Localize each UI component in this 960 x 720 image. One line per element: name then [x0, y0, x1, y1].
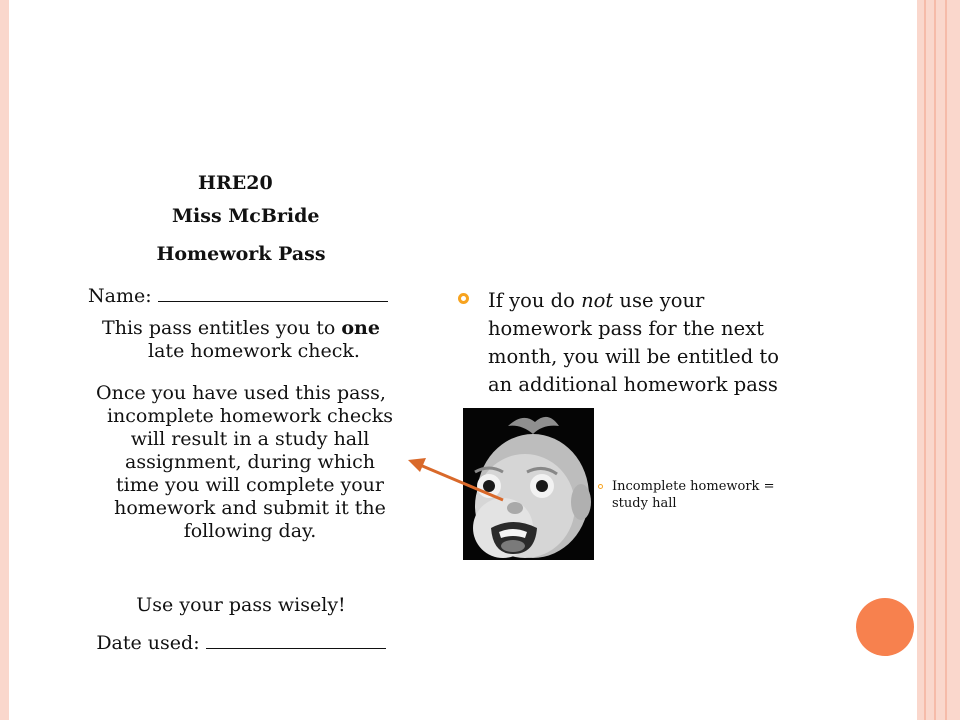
frame-stripe — [924, 0, 926, 720]
once-line: following day. — [183, 520, 317, 542]
once-line: incomplete homework checks — [106, 405, 394, 427]
study-hall-paragraph — [60, 382, 422, 543]
course-code: HRE20 — [198, 172, 273, 194]
once-line: Once you have used this pass, — [96, 382, 386, 404]
name-line — [88, 283, 388, 308]
bullet-italic: not — [581, 289, 614, 312]
pass-title: Homework Pass — [156, 243, 326, 265]
caption-line: study hall — [612, 496, 677, 511]
date-blank — [206, 630, 386, 649]
caption-text — [612, 478, 798, 512]
date-label: Date used: — [96, 632, 200, 654]
bullet-suffix: use your — [619, 289, 705, 312]
date-line — [60, 630, 422, 655]
bullet-prefix: If you do — [488, 289, 575, 312]
entitles-line2: late homework check. — [148, 340, 360, 362]
entitles-paragraph — [60, 317, 422, 363]
orange-accent-dot — [856, 598, 914, 656]
teacher-name: Miss McBride — [172, 205, 320, 227]
once-line: homework and submit it the — [114, 497, 386, 519]
name-blank — [158, 283, 388, 302]
entitles-prefix: This pass entitles you to — [102, 317, 336, 339]
bullet-text — [488, 287, 823, 399]
name-label: Name: — [88, 285, 152, 307]
bullet-line: month, you will be entitled to — [488, 345, 779, 368]
entitles-bold: one — [341, 317, 380, 339]
entitles-text — [102, 317, 380, 339]
left-frame-band — [0, 0, 9, 720]
upset-baby-photo — [463, 408, 594, 560]
caption-bullet-icon — [598, 484, 603, 489]
frame-stripe — [945, 0, 947, 720]
wisely-line: Use your pass wisely! — [136, 594, 346, 616]
bullet-line: homework pass for the next — [488, 317, 764, 340]
caption-line: Incomplete homework = — [612, 479, 775, 494]
bullet-line: an additional homework pass — [488, 373, 778, 396]
frame-stripe — [934, 0, 936, 720]
bullet-ring-icon — [458, 293, 469, 304]
once-line: assignment, during which — [125, 451, 375, 473]
once-line: will result in a study hall — [130, 428, 370, 450]
once-line: time you will complete your — [116, 474, 384, 496]
